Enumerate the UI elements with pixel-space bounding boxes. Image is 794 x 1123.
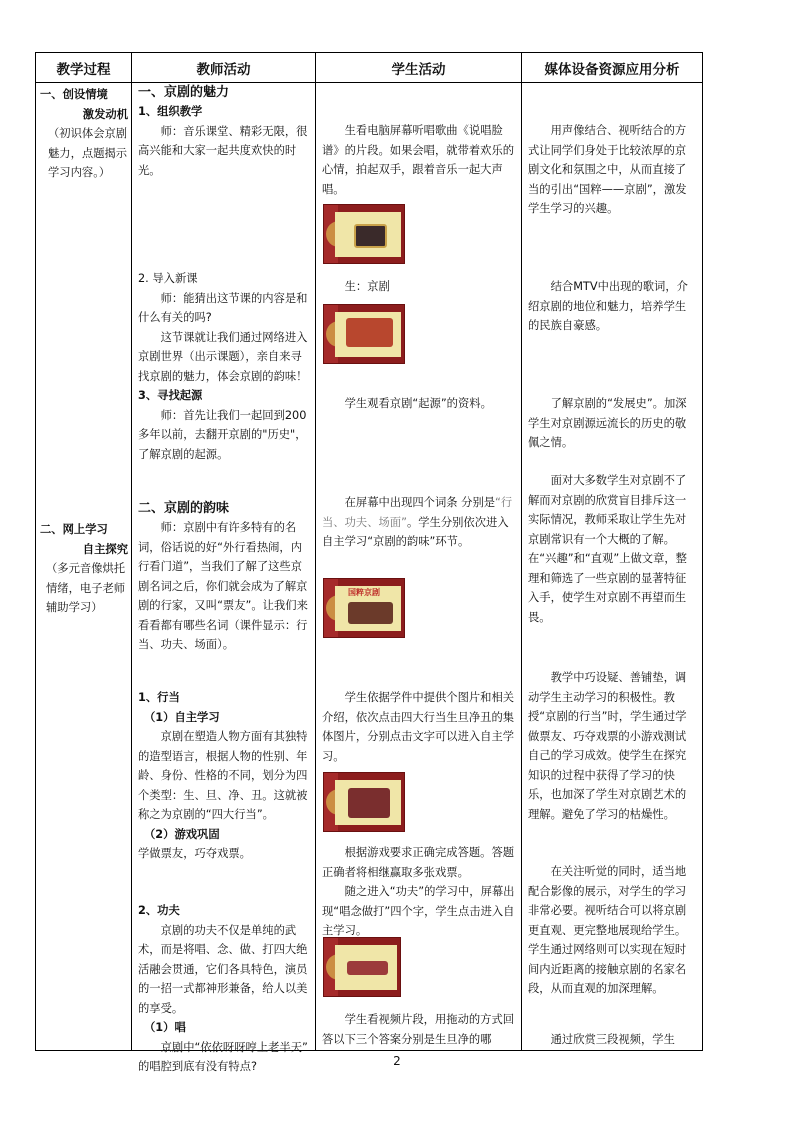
subsection-title: 1、组织教学: [138, 105, 203, 118]
header-teacher-activity: 教师活动: [132, 53, 316, 83]
stage-1-title-b: 激发动机: [82, 107, 128, 121]
paragraph: 用声像结合、视听结合的方式让同学们身处于比较浓厚的京剧文化和氛围之中，从而直接了当的引出“国粹——京剧”，激发学生学习的兴趣。: [528, 124, 687, 215]
table-body-row: [36, 83, 703, 1051]
stage-1: [40, 85, 128, 183]
student-activity-4: [322, 493, 516, 552]
student-activity-7: [322, 1010, 516, 1049]
paragraph: 面对大多数学生对京剧不了解而对京剧的欣赏盲目排斥这一实际情况，教师采取让学生先对京剧常识有一个大概的了解。在“兴趣”和“直观”上做文章，整理和筛选了一些京剧的显著特征入手，使学生对京剧不再望而生畏。: [528, 474, 687, 624]
stage-2: [40, 520, 128, 618]
student-activity-3: [322, 394, 516, 414]
paragraph: 生：京剧: [344, 280, 390, 293]
keyword-span: “行当、功夫、场面”: [322, 496, 513, 529]
table-header-row: [36, 53, 703, 83]
screenshot-image-1: [323, 204, 405, 264]
subsection-title: 3、寻找起源: [138, 389, 203, 402]
student-cell: [316, 83, 522, 1051]
paragraph: 在关注听觉的同时，适当地配合影像的展示，对学生的学习非常必要。视听结合可以将京剧更直观、更完整地展现给学生。学生通过网络则可以实现在短时间内近距离的接触京剧的名家名段，从而直观的加深理解。: [528, 865, 687, 995]
process-cell: [36, 83, 132, 1051]
media-analysis-4: [528, 471, 697, 627]
subsection-title: 2、功夫: [138, 904, 180, 917]
paragraph: 随之进入“功夫”的学习中，屏幕出现“唱念做打”四个字，学生点击进入自主学习。: [322, 885, 515, 937]
media-analysis-5: [528, 668, 697, 824]
teacher-section-2-1: [138, 688, 310, 864]
stage-1-note: （初识体会京剧魅力，点题揭示学习内容。）: [48, 127, 128, 179]
media-analysis-2: [528, 277, 697, 336]
text-span: 在屏幕中出现四个词条 分别是: [344, 496, 496, 509]
media-analysis-1: [528, 121, 697, 219]
lesson-plan-table: [35, 52, 703, 1073]
student-activity-5: [322, 688, 516, 766]
paragraph: 师：音乐课堂、精彩无限，很高兴能和大家一起共度欢快的时光。: [138, 124, 308, 177]
student-activity-1: [322, 121, 516, 199]
page-number: 2: [393, 1054, 401, 1068]
text-span: 。学生分别依次进入自主学习“京剧的韵味”环节。: [322, 515, 509, 548]
stage-2-title-a: 二、网上学习: [40, 523, 108, 536]
subsection-title: （2）游戏巩固: [144, 827, 220, 841]
screenshot-image-2: [323, 304, 405, 364]
teacher-section-1-2: [138, 269, 310, 464]
stage-2-title-b: 自主探究: [82, 542, 128, 556]
teacher-section-2: [138, 500, 310, 655]
media-cell: [522, 83, 703, 1051]
header-teaching-process: 教学过程: [36, 53, 132, 83]
subsection-title: （1）唱: [144, 1021, 186, 1034]
teacher-cell: [132, 83, 316, 1073]
paragraph: 根据游戏要求正确完成答题。答题正确者将相继赢取多张戏票。: [322, 846, 515, 879]
paragraph: 京剧中“依依呀呀哼上老半天” 的唱腔到底有没有特点?: [138, 1040, 308, 1073]
screenshot-image-4: [323, 772, 405, 832]
media-analysis-7: [528, 1030, 697, 1050]
paragraph: 生看电脑屏幕听唱歌曲《说唱脸谱》的片段。如果会唱，就带着欢乐的心情，拍起双手，跟着音乐一起大声唱。: [322, 124, 515, 196]
paragraph: 这节课就让我们通过网络进入京剧世界（出示课题），亲自来寻找京剧的魅力，体会京剧的韵味！: [138, 330, 308, 383]
teacher-section-2-2: [138, 901, 310, 1077]
paragraph: 师：首先让我们一起回到200多年以前，去翻开京剧的"历史"，了解京剧的起源。: [138, 408, 307, 461]
stage-2-note: （多元音像烘托情绪，电子老师辅助学习）: [46, 562, 126, 614]
section-title: 二、京剧的韵味: [138, 501, 230, 516]
paragraph: 教学中巧设疑、善铺垫，调动学生主动学习的积极性。教授“京剧的行当”时，学生通过学做票友、巧夺戏票的小游戏测试自己的学习成效。使学生在探究知识的过程中获得了学习的快乐，也加深了学生对京剧艺术的理解。避免了学习的枯燥性。: [528, 671, 687, 821]
paragraph: 了解京剧的“发展史”。加深学生对京剧源远流长的历史的敬佩之情。: [528, 397, 687, 449]
paragraph: 结合MTV中出现的歌词，介绍京剧的地位和魅力，培养学生的民族自豪感。: [528, 280, 688, 332]
screenshot-image-3: [323, 578, 405, 638]
paragraph: 师：能猜出这节课的内容是和什么有关的吗?: [138, 291, 308, 324]
paragraph: 学做票友，巧夺戏票。: [138, 847, 251, 860]
paragraph: 通过欣赏三段视频，学生: [550, 1033, 675, 1046]
paragraph: 京剧在塑造人物方面有其独特的造型语言，根据人物的性别、年龄、身份、性格的不同，划分为四个类型：生、旦、净、丑。这就被称之为京剧的“四大行当”。: [138, 730, 308, 821]
stage-1-title-a: 一、创设情境: [40, 88, 108, 101]
media-analysis-3: [528, 394, 697, 453]
section-title: 一、京剧的魅力: [138, 85, 230, 100]
paragraph: 学生观看京剧“起源”的资料。: [344, 397, 492, 410]
header-student-activity: 学生活动: [316, 53, 522, 83]
subsection-title: 2. 导入新课: [138, 272, 198, 285]
student-activity-2: [322, 277, 516, 297]
paragraph: 师：京剧中有许多特有的名词，俗话说的好“外行看热闹，内行看门道”，当我们了解了这些京剧名词之后，你们就会成为了解京剧的行家，又叫“票友”。让我们来看看都有哪些名词（课件显示：行当、功夫、场面）。: [138, 521, 308, 651]
paragraph: 学生看视频片段，用拖动的方式回答以下三个答案分别是生旦净的哪: [322, 1013, 515, 1046]
header-media-analysis: 媒体设备资源应用分析: [522, 53, 703, 83]
teacher-section-1: [138, 84, 310, 180]
screenshot-image-5: [323, 937, 401, 997]
student-activity-6: [322, 843, 516, 941]
paragraph: 学生依据学件中提供个图片和相关介绍，依次点击四大行当生旦净丑的集体图片，分别点击文字可以进入自主学习。: [322, 691, 515, 763]
subsection-title: 1、行当: [138, 691, 180, 704]
paragraph: 京剧的功夫不仅是单纯的武术，而是将唱、念、做、打四大绝活融会贯通，它们各具特色，演员的一招一式都神形兼备，给人以美的享受。: [138, 923, 308, 1015]
image-banner: 国粹京剧: [348, 588, 380, 598]
subsection-title: （1）自主学习: [144, 710, 220, 724]
media-analysis-6: [528, 862, 697, 999]
